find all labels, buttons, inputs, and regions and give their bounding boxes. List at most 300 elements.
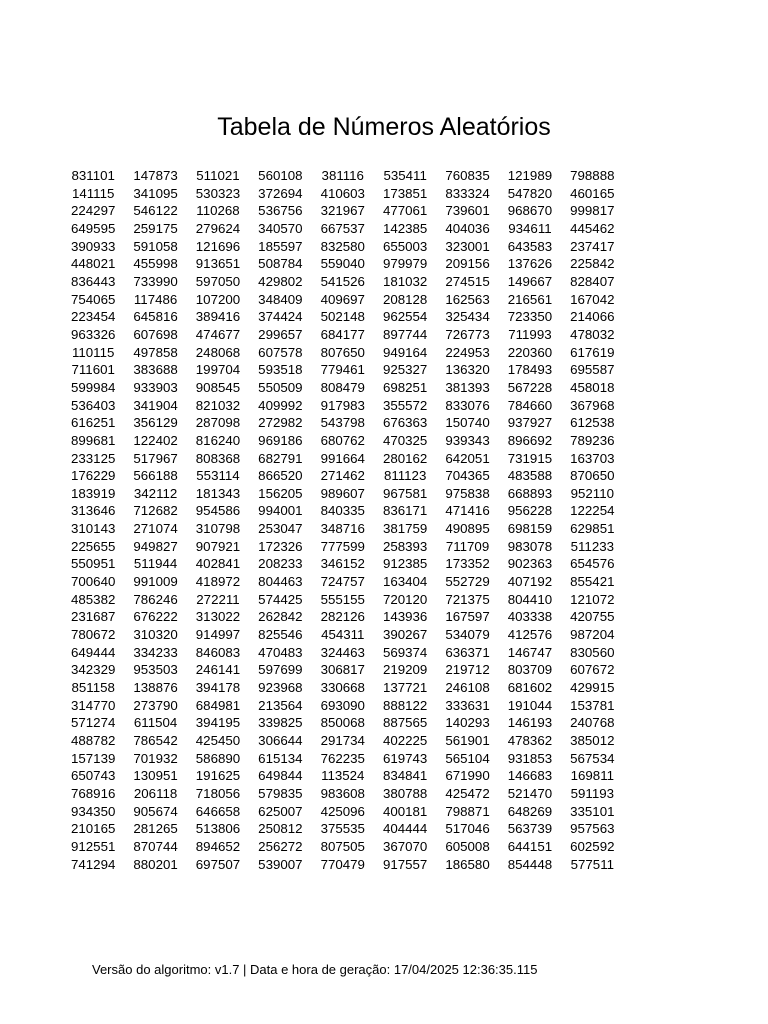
table-cell: 246141 <box>195 662 241 678</box>
table-cell: 803709 <box>507 662 553 678</box>
table-cell: 153781 <box>570 697 615 713</box>
table-cell: 340570 <box>258 220 303 236</box>
table-cell: 458018 <box>570 379 615 395</box>
table-row <box>62 679 624 697</box>
table-cell: 646658 <box>195 803 241 819</box>
table-row <box>62 608 624 626</box>
table-cell: 404444 <box>382 821 428 837</box>
table-cell: 983078 <box>507 538 553 554</box>
table-cell: 511021 <box>196 168 240 183</box>
table-cell: 536403 <box>71 397 116 413</box>
table-cell: 172326 <box>258 538 303 554</box>
table-cell: 695587 <box>570 362 615 378</box>
table-cell: 607672 <box>570 662 615 678</box>
table-cell: 107200 <box>195 291 241 307</box>
table-cell: 191044 <box>507 697 553 713</box>
random-number-table <box>62 167 624 873</box>
table-cell: 176229 <box>71 468 116 484</box>
table-cell: 577511 <box>570 856 615 872</box>
table-row <box>62 856 624 874</box>
table-cell: 825546 <box>258 627 303 643</box>
table-cell: 676363 <box>382 415 428 431</box>
table-cell: 356129 <box>133 415 178 431</box>
table-cell: 952110 <box>570 485 615 501</box>
table-cell: 731915 <box>507 450 553 466</box>
table-cell: 231687 <box>71 609 116 625</box>
table-cell: 279624 <box>195 220 241 236</box>
table-cell: 233125 <box>71 450 116 466</box>
table-cell: 150740 <box>445 415 490 431</box>
table-cell: 741294 <box>71 856 116 872</box>
table-cell: 654576 <box>570 556 615 572</box>
table-cell: 963326 <box>71 326 116 342</box>
table-row <box>62 379 624 397</box>
table-cell: 122402 <box>133 432 178 448</box>
table-cell: 957563 <box>570 821 615 837</box>
table-cell: 563739 <box>507 821 553 837</box>
table-cell: 137721 <box>382 680 428 696</box>
table-cell: 199704 <box>195 362 241 378</box>
table-cell: 206118 <box>133 785 178 801</box>
table-cell: 832580 <box>320 238 365 254</box>
table-cell: 224297 <box>71 203 116 219</box>
table-cell: 870650 <box>570 468 615 484</box>
table-cell: 682791 <box>258 450 303 466</box>
table-cell: 811123 <box>383 468 427 484</box>
table-cell: 684177 <box>320 326 365 342</box>
table-row <box>62 273 624 291</box>
table-cell: 383688 <box>133 362 178 378</box>
table-cell: 597050 <box>195 273 241 289</box>
table-cell: 299657 <box>258 326 303 342</box>
table-cell: 887565 <box>382 715 428 731</box>
table-cell: 110115 <box>71 344 115 360</box>
table-cell: 225842 <box>570 256 615 272</box>
table-cell: 833076 <box>445 397 490 413</box>
table-cell: 671990 <box>445 768 490 784</box>
table-row <box>62 838 624 856</box>
table-cell: 854448 <box>507 856 553 872</box>
table-cell: 310798 <box>195 521 241 537</box>
table-cell: 762235 <box>320 750 365 766</box>
table-cell: 644151 <box>507 838 553 854</box>
table-cell: 711709 <box>445 538 490 554</box>
table-cell: 777599 <box>320 538 365 554</box>
table-cell: 836171 <box>382 503 428 519</box>
table-cell: 798888 <box>570 168 615 183</box>
table-cell: 645816 <box>133 309 178 325</box>
table-cell: 648269 <box>507 803 553 819</box>
table-cell: 274515 <box>445 273 490 289</box>
table-cell: 962554 <box>382 309 428 325</box>
table-row <box>62 555 624 573</box>
table-cell: 831101 <box>71 168 115 183</box>
table-cell: 917983 <box>320 397 365 413</box>
table-cell: 167042 <box>570 291 615 307</box>
table-cell: 897744 <box>382 326 428 342</box>
table-cell: 697507 <box>195 856 241 872</box>
table-cell: 191625 <box>195 768 241 784</box>
table-cell: 726773 <box>445 326 490 342</box>
table-cell: 567534 <box>570 750 615 766</box>
table-cell: 565104 <box>445 750 490 766</box>
table-cell: 905674 <box>133 803 178 819</box>
table-cell: 223454 <box>71 309 116 325</box>
table-row <box>62 255 624 273</box>
table-cell: 248068 <box>195 344 241 360</box>
table-cell: 530323 <box>195 185 241 201</box>
table-row <box>62 644 624 662</box>
table-cell: 991664 <box>320 450 365 466</box>
table-row <box>62 714 624 732</box>
table-cell: 807505 <box>320 838 365 854</box>
table-cell: 979979 <box>382 256 428 272</box>
table-cell: 846083 <box>195 644 241 660</box>
table-cell: 602592 <box>570 838 615 854</box>
table-cell: 173851 <box>382 185 428 201</box>
table-cell: 478032 <box>570 326 615 342</box>
table-cell: 969186 <box>258 432 303 448</box>
table-cell: 784660 <box>507 397 553 413</box>
table-cell: 224953 <box>445 344 490 360</box>
table-cell: 798871 <box>445 803 490 819</box>
table-cell: 143936 <box>382 609 428 625</box>
table-cell: 559040 <box>320 256 365 272</box>
table-cell: 225655 <box>71 538 116 554</box>
table-cell: 310143 <box>71 521 116 537</box>
table-cell: 381393 <box>445 379 490 395</box>
table-cell: 306644 <box>258 733 303 748</box>
table-cell: 535411 <box>383 168 427 183</box>
table-row <box>62 167 624 185</box>
table-cell: 908545 <box>195 379 241 395</box>
table-cell: 429915 <box>570 680 615 696</box>
table-cell: 934350 <box>71 803 116 819</box>
table-cell: 183919 <box>71 485 116 501</box>
table-row <box>62 220 624 238</box>
table-cell: 850068 <box>320 715 365 731</box>
table-cell: 367968 <box>570 397 615 413</box>
table-row <box>62 361 624 379</box>
table-row <box>62 238 624 256</box>
table-cell: 923968 <box>258 680 303 696</box>
table-cell: 497858 <box>133 344 178 360</box>
table-cell: 156205 <box>258 485 303 501</box>
table-cell: 789236 <box>570 432 615 448</box>
table-row <box>62 538 624 556</box>
table-cell: 718056 <box>195 785 241 801</box>
table-cell: 490895 <box>445 521 490 537</box>
table-cell: 385012 <box>570 733 615 748</box>
table-cell: 807650 <box>320 344 365 360</box>
table-cell: 272211 <box>196 591 240 607</box>
table-row <box>62 485 624 503</box>
table-cell: 649595 <box>71 220 116 236</box>
table-row <box>62 750 624 768</box>
table-cell: 478362 <box>507 733 553 748</box>
table-cell: 625007 <box>258 803 303 819</box>
table-cell: 733990 <box>133 273 178 289</box>
table-cell: 220360 <box>507 344 553 360</box>
table-row <box>62 591 624 609</box>
table-cell: 541526 <box>320 273 365 289</box>
table-cell: 282126 <box>320 609 365 625</box>
table-cell: 616251 <box>71 415 116 431</box>
table-cell: 770479 <box>320 856 365 872</box>
table-cell: 429802 <box>258 273 303 289</box>
table-cell: 208128 <box>382 291 428 307</box>
table-cell: 642051 <box>445 450 490 466</box>
table-cell: 323001 <box>445 238 490 254</box>
table-cell: 569374 <box>382 644 428 660</box>
table-cell: 701932 <box>133 750 178 766</box>
table-cell: 888122 <box>382 697 428 713</box>
table-row <box>62 185 624 203</box>
table-cell: 999817 <box>570 203 615 219</box>
table-cell: 925327 <box>382 362 428 378</box>
table-cell: 209156 <box>445 256 490 272</box>
table-cell: 619743 <box>382 750 428 766</box>
table-cell: 333631 <box>445 697 490 713</box>
table-cell: 157139 <box>71 750 116 766</box>
table-cell: 983608 <box>320 785 365 801</box>
table-cell: 425450 <box>195 733 241 748</box>
table-cell: 341095 <box>133 185 178 201</box>
table-cell: 517967 <box>133 450 178 466</box>
table-cell: 912551 <box>71 838 116 854</box>
table-cell: 949164 <box>382 344 428 360</box>
table-cell: 517046 <box>445 821 490 837</box>
table-cell: 956228 <box>507 503 553 519</box>
table-cell: 181032 <box>382 273 428 289</box>
table-cell: 880201 <box>133 856 178 872</box>
table-cell: 599984 <box>71 379 116 395</box>
table-cell: 117486 <box>133 291 178 307</box>
table-cell: 586890 <box>195 750 241 766</box>
table-cell: 214066 <box>570 309 615 325</box>
table-cell: 681602 <box>507 680 553 696</box>
table-cell: 407192 <box>507 574 553 590</box>
table-row <box>62 202 624 220</box>
table-cell: 967581 <box>382 485 428 501</box>
table-cell: 325434 <box>445 309 490 325</box>
table-cell: 146193 <box>507 715 553 731</box>
table-cell: 163404 <box>382 574 428 590</box>
table-cell: 855421 <box>570 574 615 590</box>
table-cell: 550951 <box>71 556 116 572</box>
table-cell: 739601 <box>445 203 490 219</box>
table-cell: 256272 <box>258 838 303 854</box>
table-cell: 649444 <box>71 644 116 660</box>
table-cell: 553114 <box>196 468 240 484</box>
table-cell: 281265 <box>133 821 178 837</box>
table-cell: 149667 <box>507 273 553 289</box>
table-cell: 953503 <box>133 662 178 678</box>
table-cell: 250812 <box>258 821 303 837</box>
table-cell: 720120 <box>382 591 428 607</box>
table-cell: 253047 <box>258 521 303 537</box>
table-cell: 611504 <box>133 715 178 731</box>
table-cell: 348409 <box>258 291 303 307</box>
table-cell: 698251 <box>382 379 428 395</box>
table-cell: 136320 <box>445 362 490 378</box>
table-cell: 355572 <box>382 397 428 413</box>
table-cell: 400181 <box>382 803 428 819</box>
table-cell: 521470 <box>507 785 553 801</box>
table-row <box>62 573 624 591</box>
table-cell: 866520 <box>258 468 303 484</box>
table-cell: 655003 <box>382 238 428 254</box>
page-title: Tabela de Números Aleatórios <box>217 113 551 141</box>
table-cell: 348716 <box>320 521 365 537</box>
table-cell: 574425 <box>258 591 303 607</box>
table-cell: 410603 <box>320 185 365 201</box>
table-cell: 324463 <box>320 644 365 660</box>
table-cell: 425472 <box>445 785 490 801</box>
table-row <box>62 467 624 485</box>
table-cell: 306817 <box>320 662 365 678</box>
table-cell: 560108 <box>258 168 303 183</box>
table-cell: 485382 <box>71 591 116 607</box>
table-cell: 258393 <box>382 538 428 554</box>
table-row <box>62 326 624 344</box>
table-cell: 615134 <box>258 750 303 766</box>
table-cell: 768916 <box>71 785 116 801</box>
table-cell: 390933 <box>71 238 116 254</box>
table-row <box>62 308 624 326</box>
table-row <box>62 697 624 715</box>
table-cell: 470483 <box>258 644 303 660</box>
table-row <box>62 803 624 821</box>
table-cell: 272982 <box>258 415 303 431</box>
table-cell: 833324 <box>445 185 490 201</box>
table-cell: 412576 <box>507 627 553 643</box>
table-cell: 949827 <box>133 538 178 554</box>
table-cell: 612538 <box>570 415 615 431</box>
table-cell: 237417 <box>570 238 615 254</box>
table-cell: 389416 <box>195 309 241 325</box>
table-row <box>62 767 624 785</box>
table-cell: 178493 <box>507 362 553 378</box>
table-cell: 698159 <box>507 521 553 537</box>
table-cell: 471416 <box>445 503 490 519</box>
table-cell: 121696 <box>195 238 241 254</box>
table-cell: 804410 <box>507 591 553 607</box>
table-row <box>62 432 624 450</box>
table-cell: 894652 <box>195 838 241 854</box>
table-cell: 830560 <box>570 644 615 660</box>
table-cell: 808368 <box>195 450 241 466</box>
table-cell: 991009 <box>133 574 178 590</box>
table-cell: 280162 <box>382 450 428 466</box>
table-cell: 418972 <box>195 574 241 590</box>
table-cell: 870744 <box>133 838 178 854</box>
table-cell: 259175 <box>133 220 178 236</box>
table-cell: 390267 <box>382 627 428 643</box>
footer-info: Versão do algoritmo: v1.7 | Data e hora de geração: 17/04/2025 12:36:35.115 <box>92 962 538 977</box>
table-cell: 954586 <box>195 503 241 519</box>
table-cell: 146683 <box>507 768 553 784</box>
table-cell: 508784 <box>258 256 303 272</box>
table-row <box>62 291 624 309</box>
table-cell: 724757 <box>320 574 365 590</box>
table-cell: 213564 <box>258 697 303 713</box>
table-row <box>62 785 624 803</box>
table-cell: 219209 <box>382 662 428 678</box>
table-cell: 216561 <box>507 291 553 307</box>
table-cell: 169811 <box>570 768 615 784</box>
table-cell: 975838 <box>445 485 490 501</box>
table-cell: 141115 <box>71 185 115 201</box>
table-cell: 403338 <box>507 609 553 625</box>
table-cell: 649844 <box>258 768 303 784</box>
table-cell: 335101 <box>570 803 615 819</box>
table-cell: 607578 <box>258 344 303 360</box>
table-cell: 341904 <box>133 397 178 413</box>
table-cell: 546122 <box>133 203 178 219</box>
table-cell: 271074 <box>133 521 178 537</box>
table-cell: 208233 <box>258 556 303 572</box>
table-cell: 579835 <box>258 785 303 801</box>
table-cell: 372694 <box>258 185 303 201</box>
table-cell: 445462 <box>570 220 615 236</box>
table-cell: 122254 <box>570 503 615 519</box>
table-cell: 173352 <box>445 556 490 572</box>
table-cell: 668893 <box>507 485 553 501</box>
table-cell: 273790 <box>133 697 178 713</box>
table-cell: 240768 <box>570 715 615 731</box>
table-cell: 147873 <box>133 168 178 183</box>
table-cell: 121989 <box>507 168 553 183</box>
table-cell: 138876 <box>133 680 178 696</box>
table-cell: 381116 <box>321 168 364 183</box>
table-cell: 262842 <box>258 609 303 625</box>
table-cell: 210165 <box>71 821 116 837</box>
table-cell: 374424 <box>258 309 303 325</box>
table-row <box>62 414 624 432</box>
table-cell: 488782 <box>71 733 116 748</box>
table-cell: 146747 <box>507 644 553 660</box>
table-cell: 314770 <box>71 697 116 713</box>
table-cell: 483588 <box>507 468 553 484</box>
table-cell: 804463 <box>258 574 303 590</box>
table-cell: 693090 <box>320 697 365 713</box>
table-cell: 425096 <box>320 803 365 819</box>
table-cell: 552729 <box>445 574 490 590</box>
table-cell: 342329 <box>71 662 116 678</box>
table-row <box>62 450 624 468</box>
table-cell: 704365 <box>445 468 490 484</box>
table-cell: 912385 <box>382 556 428 572</box>
table-cell: 342112 <box>133 485 178 501</box>
table-cell: 550509 <box>258 379 303 395</box>
table-cell: 816240 <box>195 432 241 448</box>
table-cell: 409992 <box>258 397 303 413</box>
table-cell: 851158 <box>71 680 115 696</box>
table-cell: 723350 <box>507 309 553 325</box>
table-cell: 321967 <box>320 203 365 219</box>
table-cell: 536756 <box>258 203 303 219</box>
table-cell: 555155 <box>320 591 365 607</box>
table-cell: 219712 <box>445 662 490 678</box>
table-cell: 836443 <box>71 273 116 289</box>
table-cell: 110268 <box>196 203 240 219</box>
table-row <box>62 661 624 679</box>
table-cell: 808479 <box>320 379 365 395</box>
table-cell: 511944 <box>133 556 178 572</box>
table-cell: 994001 <box>258 503 303 519</box>
table-cell: 181343 <box>195 485 241 501</box>
